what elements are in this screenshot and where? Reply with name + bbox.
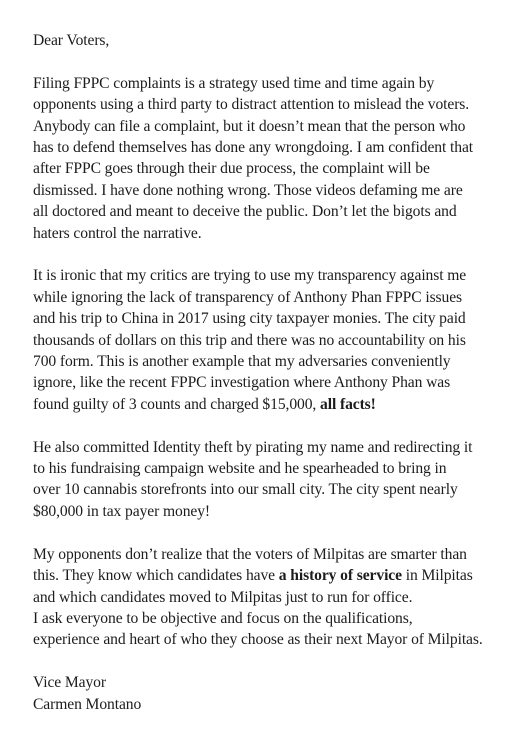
paragraph-line: Anybody can file a complaint, but it doesn’t mean that the person who [33,117,466,135]
letter-body [33,30,503,715]
paragraph-line: haters control the narrative. [33,224,202,242]
paragraph-line: has to defend themselves has done any wrongdoing. I am confident that [33,139,474,157]
paragraph-gap [33,651,503,672]
paragraph-line: ignore, like the recent FPPC investigation where Anthony Phan was [33,374,451,392]
paragraph-gap [33,244,503,265]
bold-emphasis: a history of service [278,567,402,585]
paragraph-line: and his trip to China in 2017 using city taxpayer monies. The city paid [33,310,466,328]
paragraph-line: $80,000 in tax payer money! [33,502,211,520]
paragraph-line: opponents using a third party to distract attention to mislead the voters. [33,96,470,114]
paragraph-line: 700 form. This is another example that my adversaries conveniently [33,353,451,371]
paragraph-text: found guilty of 3 counts and charged $15,000, [33,395,321,413]
paragraph-line: My opponents don’t realize that the voters of Milpitas are smarter than [33,545,467,563]
paragraph-line: to his fundraising campaign website and he spearheaded to bring in [33,460,447,478]
paragraph-fppc-complaints [33,73,503,244]
paragraph-line: and which candidates moved to Milpitas just to run for office. [33,588,413,606]
paragraph-transparency [33,265,503,415]
paragraph-line: Filing FPPC complaints is a strategy used time and time again by [33,74,435,92]
paragraph-gap [33,51,503,72]
paragraph-line [33,394,503,415]
signature-block [33,672,503,715]
paragraph-identity-theft [33,437,503,523]
bold-emphasis: all facts! [320,395,376,413]
paragraph-line: experience and heart of who they choose as their next Mayor of Milpitas. [33,631,483,649]
paragraph-gap [33,522,503,543]
paragraph-text: this. They know which candidates have [33,567,279,585]
paragraph-line: He also committed Identity theft by pirating my name and redirecting it [33,438,473,456]
paragraph-line: thousands of dollars on this trip and there was no accountability on his [33,331,466,349]
paragraph-line: while ignoring the lack of transparency of Anthony Phan FPPC issues [33,288,463,306]
paragraph-text: in Milpitas [401,567,473,585]
signer-name: Carmen Montano [33,695,142,713]
salutation: Dear Voters, [33,32,110,49]
paragraph-line [33,565,503,586]
paragraph-voters [33,544,503,651]
signer-title: Vice Mayor [33,674,106,692]
paragraph-line: after FPPC goes through their due process, the complaint will be [33,160,430,178]
paragraph-line: all doctored and meant to deceive the public. Don’t let the bigots and [33,203,457,221]
paragraph-line: I ask everyone to be objective and focus on the qualifications, [33,609,413,627]
paragraph-line: It is ironic that my critics are trying to use my transparency against me [33,267,467,285]
paragraph-line: dismissed. I have done nothing wrong. Those videos defaming me are [33,181,463,199]
paragraph-line: over 10 cannabis storefronts into our small city. The city spent nearly [33,481,458,499]
paragraph-gap [33,415,503,436]
